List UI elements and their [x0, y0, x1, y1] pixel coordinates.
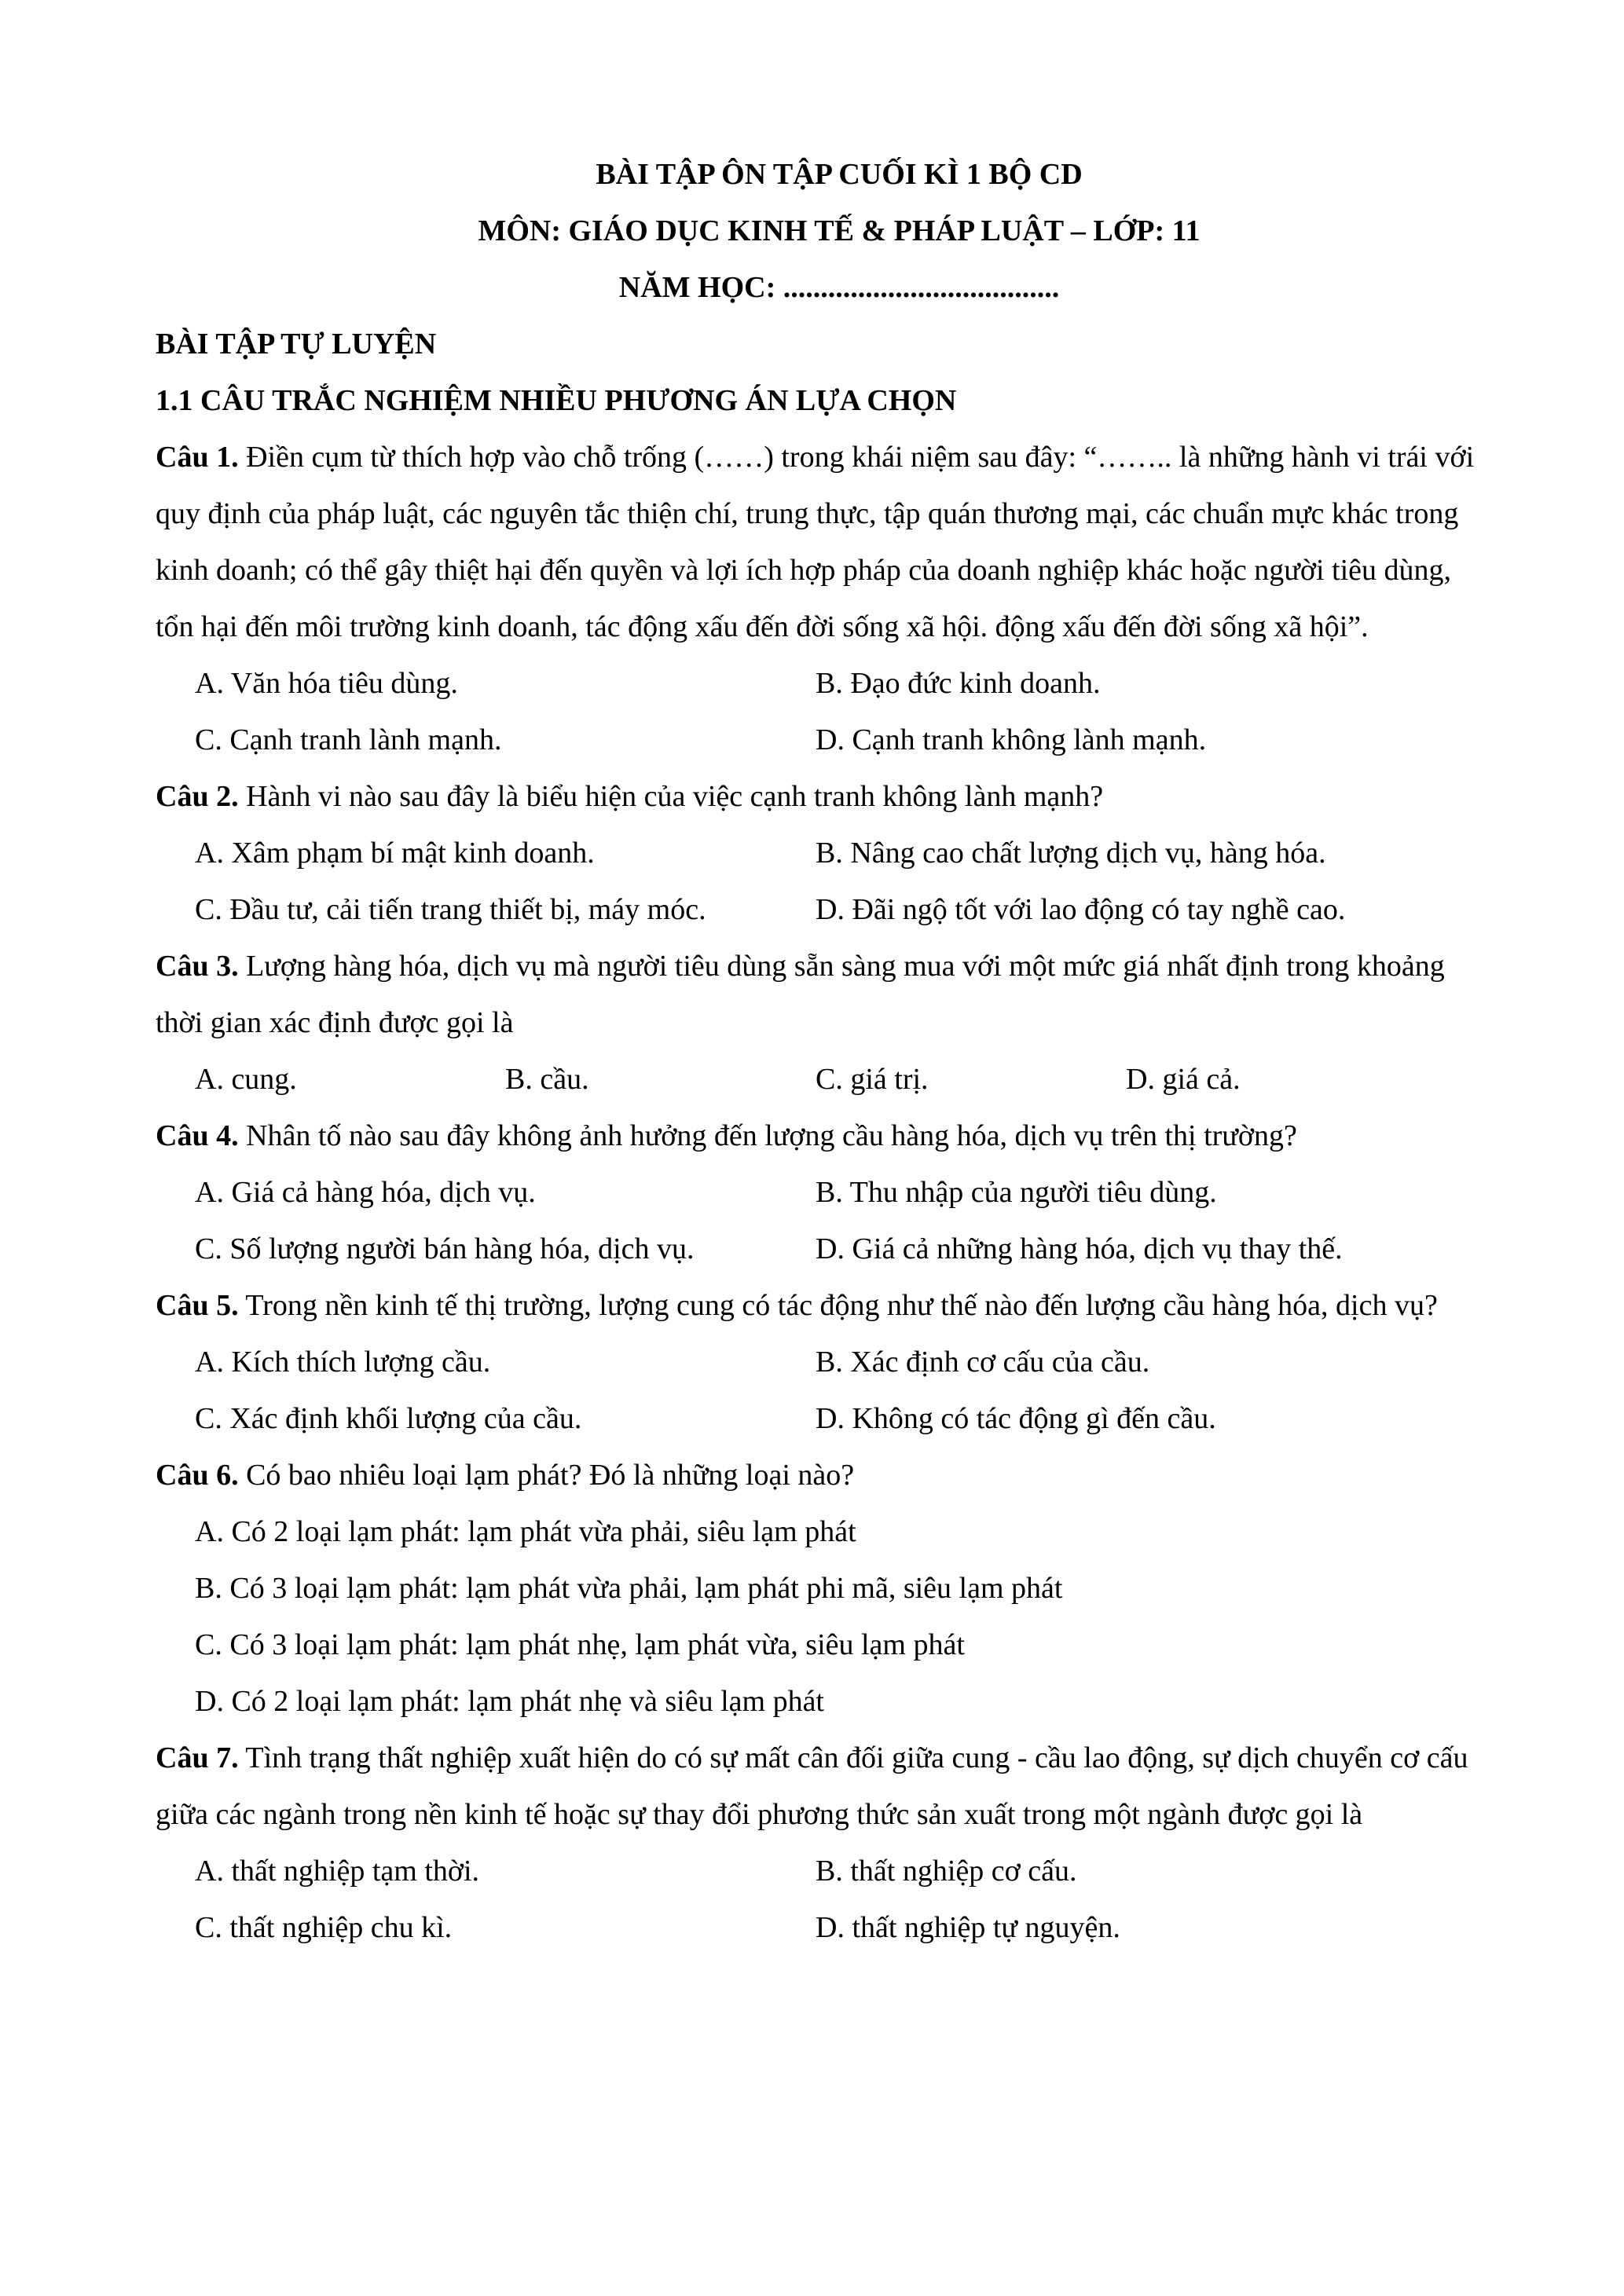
answer-options: [156, 825, 1476, 938]
question-6: [156, 1447, 1476, 1730]
option-c: C. giá trị.: [816, 1063, 929, 1096]
question-text: [156, 1447, 1476, 1503]
answer-options: [156, 655, 1476, 768]
option-a: A. Xâm phạm bí mật kinh doanh.: [195, 837, 595, 870]
option-c: C. Có 3 loại lạm phát: lạm phát nhẹ, lạm phát vừa, siêu lạm phát: [195, 1628, 965, 1661]
option-a: A. cung.: [195, 1063, 297, 1096]
question-text: [156, 1277, 1476, 1334]
option-c: C. Cạnh tranh lành mạnh.: [195, 723, 502, 756]
question-body: Điền cụm từ thích hợp vào chỗ trống (……) trong khái niệm sau đây: “…….. là những hành vi trái với quy định của pháp luật, các nguyên tắc thiện chí, trung thực, tập quán thương mại, các chuẩn mực khác trong kinh doanh; có thể gây thiệt hại đến quyền và lợi ích hợp pháp của doanh nghiệp khác hoặc người tiêu dùng, tổn hại đến môi trường kinh doanh, tác động xấu đến đời sống xã hội. động xấu đến đời sống xã hội”.: [156, 441, 1475, 643]
option-d: D. Giá cả những hàng hóa, dịch vụ thay thế.: [816, 1232, 1343, 1265]
question-body: Hành vi nào sau đây là biểu hiện của việc cạnh tranh không lành mạnh?: [238, 780, 1104, 813]
answer-options: [156, 1843, 1476, 1956]
question-label: Câu 5.: [156, 1289, 239, 1322]
question-label: Câu 2.: [156, 780, 239, 813]
option-c: C. Xác định khối lượng của cầu.: [195, 1402, 582, 1435]
question-text: [156, 768, 1476, 825]
school-year-line: NĂM HỌC: .....................................: [618, 271, 1060, 304]
option-a: A. thất nghiệp tạm thời.: [195, 1855, 480, 1888]
question-text: [156, 1108, 1476, 1164]
option-a: A. Có 2 loại lạm phát: lạm phát vừa phải, siêu lạm phát: [195, 1515, 856, 1548]
option-a: A. Kích thích lượng cầu.: [195, 1346, 491, 1379]
question-body: Trong nền kinh tế thị trường, lượng cung có tác động như thế nào đến lượng cầu hàng hóa, dịch vụ?: [238, 1289, 1438, 1322]
question-text: [156, 938, 1476, 1051]
question-label: Câu 6.: [156, 1459, 239, 1492]
option-d: D. giá cả.: [1126, 1063, 1241, 1096]
option-d: D. Có 2 loại lạm phát: lạm phát nhẹ và siêu lạm phát: [195, 1685, 824, 1718]
option-c: C. thất nghiệp chu kì.: [195, 1911, 453, 1944]
question-body: Nhân tố nào sau đây không ảnh hưởng đến lượng cầu hàng hóa, dịch vụ trên thị trường?: [238, 1119, 1297, 1152]
option-b: B. thất nghiệp cơ cấu.: [816, 1855, 1077, 1888]
answer-options: [156, 1503, 1476, 1730]
document-content: [156, 146, 1476, 1956]
question-1: [156, 429, 1476, 768]
question-label: Câu 1.: [156, 441, 239, 474]
option-a: A. Văn hóa tiêu dùng.: [195, 667, 458, 700]
option-d: D. thất nghiệp tự nguyện.: [816, 1911, 1120, 1944]
question-3: [156, 938, 1476, 1108]
option-a: A. Giá cả hàng hóa, dịch vụ.: [195, 1176, 536, 1209]
question-text: [156, 1730, 1476, 1843]
option-c: C. Số lượng người bán hàng hóa, dịch vụ.: [195, 1232, 695, 1265]
option-b: B. Đạo đức kinh doanh.: [816, 667, 1101, 700]
option-b: B. Có 3 loại lạm phát: lạm phát vừa phải, lạm phát phi mã, siêu lạm phát: [195, 1572, 1063, 1605]
question-label: Câu 4.: [156, 1119, 239, 1152]
question-4: [156, 1108, 1476, 1277]
answer-options: [156, 1334, 1476, 1447]
question-7: [156, 1730, 1476, 1956]
question-2: [156, 768, 1476, 938]
subject-line: MÔN: GIÁO DỤC KINH TẾ & PHÁP LUẬT – LỚP: 11: [478, 214, 1201, 247]
option-d: D. Cạnh tranh không lành mạnh.: [816, 723, 1207, 756]
option-c: C. Đầu tư, cải tiến trang thiết bị, máy móc.: [195, 893, 706, 926]
option-d: D. Không có tác động gì đến cầu.: [816, 1402, 1216, 1435]
answer-options: [156, 1051, 1476, 1108]
section-title: BÀI TẬP TỰ LUYỆN: [156, 328, 437, 361]
question-label: Câu 3.: [156, 950, 239, 983]
option-b: B. Xác định cơ cấu của cầu.: [816, 1346, 1150, 1379]
subsection-title: 1.1 CÂU TRẮC NGHIỆM NHIỀU PHƯƠNG ÁN LỰA CHỌN: [156, 384, 957, 417]
question-5: [156, 1277, 1476, 1447]
option-b: B. cầu.: [505, 1063, 589, 1096]
question-label: Câu 7.: [156, 1741, 239, 1774]
question-body: Tình trạng thất nghiệp xuất hiện do có sự mất cân đối giữa cung - cầu lao động, sự dịch chuyển cơ cấu giữa các ngành trong nền kinh tế hoặc sự thay đổi phương thức sản xuất trong một ngành được gọi là: [156, 1741, 1468, 1831]
question-body: Có bao nhiêu loại lạm phát? Đó là những loại nào?: [238, 1459, 855, 1492]
question-text: [156, 429, 1476, 655]
option-b: B. Thu nhập của người tiêu dùng.: [816, 1176, 1217, 1209]
option-d: D. Đãi ngộ tốt với lao động có tay nghề cao.: [816, 893, 1346, 926]
answer-options: [156, 1164, 1476, 1277]
document-title: BÀI TẬP ÔN TẬP CUỐI KÌ 1 BỘ CD: [596, 158, 1083, 191]
question-body: Lượng hàng hóa, dịch vụ mà người tiêu dùng sẵn sàng mua với một mức giá nhất định trong khoảng thời gian xác định được gọi là: [156, 950, 1445, 1039]
option-b: B. Nâng cao chất lượng dịch vụ, hàng hóa.: [816, 837, 1326, 870]
